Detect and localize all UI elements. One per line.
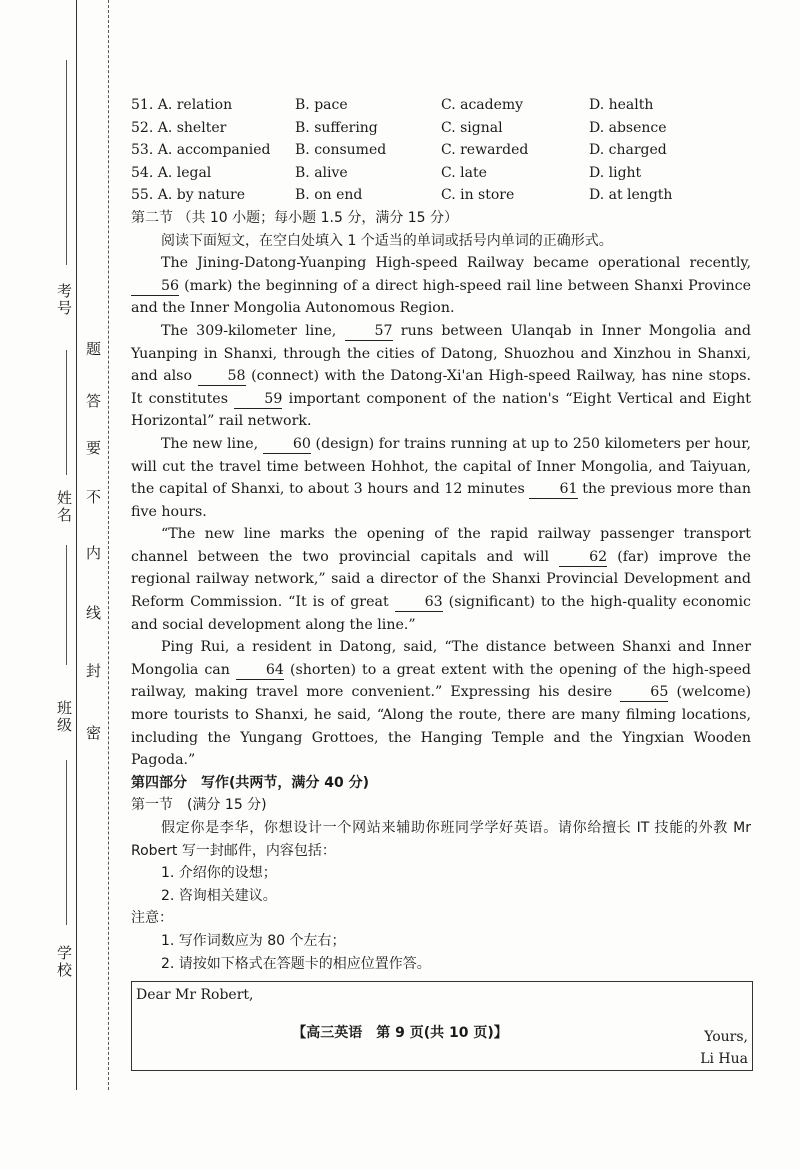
part4-section1-heading: 第一节 (满分 15 分) (131, 797, 267, 814)
blank-56[interactable]: 56 (131, 277, 179, 296)
name-label: 姓名 (55, 490, 73, 524)
prompt-item-1: 1. 介绍你的设想； (161, 865, 277, 882)
seal-char-4: 内 (86, 544, 102, 562)
blank-65[interactable]: 65 (620, 683, 668, 702)
blank-58[interactable]: 58 (198, 367, 246, 386)
option-cell: B. pace (295, 97, 348, 113)
passage-paragraph-2: The 309-kilometer line, 57 runs between Ulanqab in Inner Mongolia and Yuanping in Shanxi, through the cities of Datong, Shuozhou and Xinzhou in Shanxi, and also 58 (connect) with the Datong-Xi'an High-speed Railway, has nine stops. It constitutes 59 important component of the nation's “Eight Vertical and Eight Horizontal” rail network. (131, 322, 752, 430)
options-table (131, 94, 751, 207)
option-cell: D. light (589, 164, 642, 181)
part4-heading: 第四部分 写作(共两节，满分 40 分) (131, 774, 370, 791)
seal-char-3: 线 (86, 604, 102, 622)
school-label: 学校 (55, 945, 73, 979)
option-cell: 53. A. accompanied (131, 142, 271, 159)
blank-63[interactable]: 63 (395, 593, 443, 612)
option-cell: D. charged (589, 142, 667, 159)
option-cell: B. suffering (295, 119, 378, 136)
option-cell: C. in store (441, 187, 515, 204)
seal-char-1: 密 (86, 724, 102, 742)
option-cell: 54. A. legal (131, 164, 212, 181)
letter-greeting: Dear Mr Robert, (136, 987, 254, 1004)
option-cell: C. academy (441, 97, 524, 113)
passage-paragraph-5: Ping Rui, a resident in Datong, said, “The distance between Shanxi and Inner Mongolia can 64 (shorten) to a great extent with the opening of the high-speed railway, making travel more convenient.” Expressing his desire 65 (welcome) more tourists to Shanxi, he said, “Along the route, there are many filming locations, including the Yungang Grottoes, the Hanging Temple and the Yingxian Wooden Pagoda.” (131, 639, 752, 769)
blank-64[interactable]: 64 (236, 661, 284, 680)
passage-paragraph-3: The new line, 60 (design) for trains running at up to 250 kilometers per hour, will cut the travel time between Hohhot, the capital of Inner Mongolia, and Taiyuan, the capital of Shanxi, to about 3 hours and 12 minutes 61 the previous more than five hours. (131, 435, 752, 520)
option-cell: D. at length (589, 187, 673, 204)
option-cell: B. alive (295, 164, 348, 181)
exam-no-label: 考号 (55, 283, 73, 317)
option-cell: C. rewarded (441, 142, 529, 159)
seal-char-6: 要 (86, 439, 102, 457)
seal-dashed-line (108, 0, 109, 1090)
option-cell: B. on end (295, 187, 363, 204)
blank-61[interactable]: 61 (529, 480, 577, 499)
blank-60[interactable]: 60 (263, 435, 311, 454)
letter-closing: Yours, (704, 1029, 748, 1046)
section2-instruction: 阅读下面短文，在空白处填入 1 个适当的单词或括号内单词的正确形式。 (161, 232, 613, 249)
class-label: 班级 (55, 700, 73, 734)
note-item-1: 1. 写作词数应为 80 个左右； (161, 932, 346, 949)
option-cell: B. consumed (295, 142, 387, 159)
seal-char-8: 题 (86, 340, 102, 358)
passage-paragraph-4: “The new line marks the opening of the rapid railway passenger transport channel between the two provincial capitals and will 62 (far) improve the regional railway network,” said a director of the Shanxi Provincial Development and Reform Commission. “It is of great 63 (significant) to the high-quality economic and social development along the line.” (131, 526, 751, 633)
school-line (66, 760, 67, 925)
page-content (131, 94, 751, 1071)
option-cell: C. late (441, 164, 487, 181)
letter-signature: Li Hua (700, 1051, 748, 1068)
blank-59[interactable]: 59 (234, 390, 282, 409)
seal-char-7: 答 (86, 392, 102, 410)
margin-rule (76, 0, 77, 1090)
name-line (66, 350, 67, 475)
note-item-2: 2. 请按如下格式在答题卡的相应位置作答。 (161, 955, 431, 972)
passage-paragraph-1: The Jining-Datong-Yuanping High-speed Railway became operational recently, 56 (mark) the beginning of a direct high-speed rail line between Shanxi Province and the Inner Mongolia Autonomous Region. (131, 255, 751, 317)
section2-heading: 第二节 （共 10 小题；每小题 1.5 分，满分 15 分） (131, 209, 459, 226)
exam-no-line (66, 60, 67, 265)
option-cell: 52. A. shelter (131, 119, 227, 136)
seal-char-2: 封 (86, 662, 102, 680)
class-line (66, 545, 67, 665)
prompt-item-2: 2. 咨询相关建议。 (161, 887, 277, 904)
seal-char-5: 不 (86, 488, 102, 506)
option-cell: C. signal (441, 119, 503, 136)
blank-62[interactable]: 62 (559, 548, 607, 567)
option-cell: 51. A. relation (131, 97, 233, 113)
binding-margin (0, 0, 120, 1170)
blank-57[interactable]: 57 (345, 322, 393, 341)
option-cell: D. health (589, 97, 654, 113)
option-cell: 55. A. by nature (131, 187, 246, 204)
page-footer: 【高三英语 第 9 页(共 10 页)】 (292, 1025, 508, 1041)
note-label: 注意： (131, 910, 173, 927)
option-cell: D. absence (589, 119, 667, 136)
writing-prompt: 假定你是李华，你想设计一个网站来辅助你班同学学好英语。请你给擅长 IT 技能的外教 Mr Robert 写一封邮件，内容包括： (131, 820, 751, 859)
